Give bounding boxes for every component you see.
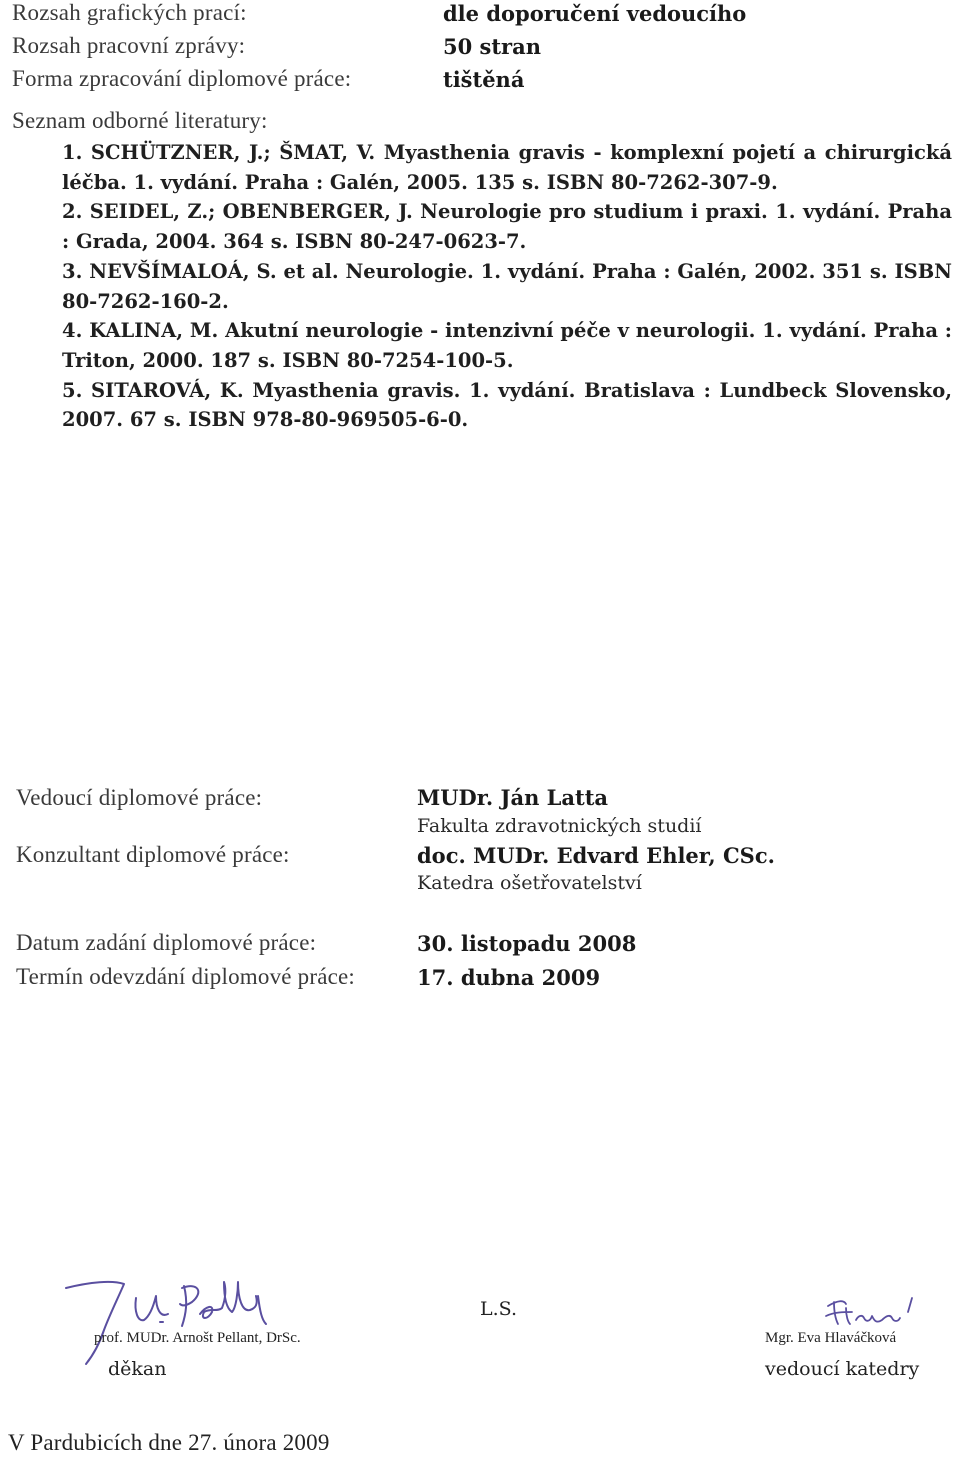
consultant-affiliation: Katedra ošetřovatelství bbox=[417, 872, 642, 894]
graphic-scope-label: Rozsah grafických prací: bbox=[12, 0, 247, 25]
form-label: Forma zpracování diplomové práce: bbox=[12, 66, 352, 91]
reference-list bbox=[62, 138, 952, 435]
form-value: tištěná bbox=[443, 67, 525, 92]
place-date: V Pardubicích dne 27. února 2009 bbox=[8, 1430, 330, 1455]
reference-item: 3. NEVŠÍMALOÁ, S. et al. Neurologie. 1. vydání. Praha : Galén, 2002. 351 s. ISBN 80-7262-160-2. bbox=[62, 259, 952, 313]
dean-signature bbox=[60, 1268, 300, 1368]
graphic-scope-value: dle doporučení vedoucího bbox=[443, 1, 747, 26]
report-scope-label: Rozsah pracovní zprávy: bbox=[12, 33, 246, 58]
submission-date-label: Termín odevzdání diplomové práce: bbox=[16, 964, 356, 989]
dean-role: děkan bbox=[108, 1358, 167, 1380]
consultant-name: doc. MUDr. Edvard Ehler, CSc. bbox=[417, 843, 775, 868]
seal-mark: L.S. bbox=[480, 1298, 518, 1320]
assignment-date-label: Datum zadání diplomové práce: bbox=[16, 930, 317, 955]
literature-heading: Seznam odborné literatury: bbox=[12, 108, 268, 133]
submission-date-value: 17. dubna 2009 bbox=[417, 965, 601, 990]
reference-item: 4. KALINA, M. Akutní neurologie - intenzivní péče v neurologii. 1. vydání. Praha : Triton, 2000. 187 s. ISBN 80-7254-100-5. bbox=[62, 319, 952, 372]
supervisor-affiliation: Fakulta zdravotnických studií bbox=[417, 815, 702, 837]
consultant-label: Konzultant diplomové práce: bbox=[16, 842, 290, 867]
reference-item: 2. SEIDEL, Z.; OBENBERGER, J. Neurologie pro studium i praxi. 1. vydání. Praha : Grada, 2004. 364 s. ISBN 80-247-0623-7. bbox=[62, 200, 952, 254]
head-name: Mgr. Eva Hlaváčková bbox=[765, 1330, 897, 1346]
reference-item: 5. SITAROVÁ, K. Myasthenia gravis. 1. vydání. Bratislava : Lundbeck Slovensko, 2007. 67 s. ISBN 978-80-969505-6-0. bbox=[62, 378, 952, 432]
supervisor-name: MUDr. Ján Latta bbox=[417, 785, 609, 810]
report-scope-value: 50 stran bbox=[443, 34, 541, 59]
supervisor-label: Vedoucí diplomové práce: bbox=[16, 785, 263, 810]
assignment-date-value: 30. listopadu 2008 bbox=[417, 931, 637, 956]
reference-item: 1. SCHÜTZNER, J.; ŠMAT, V. Myasthenia gravis - komplexní pojetí a chirurgická léčba. 1. vydání. Praha : Galén, 2005. 135 s. ISBN 80-7262-307-9. bbox=[62, 141, 952, 194]
head-role: vedoucí katedry bbox=[765, 1358, 920, 1380]
dean-name: prof. MUDr. Arnošt Pellant, DrSc. bbox=[94, 1330, 301, 1346]
